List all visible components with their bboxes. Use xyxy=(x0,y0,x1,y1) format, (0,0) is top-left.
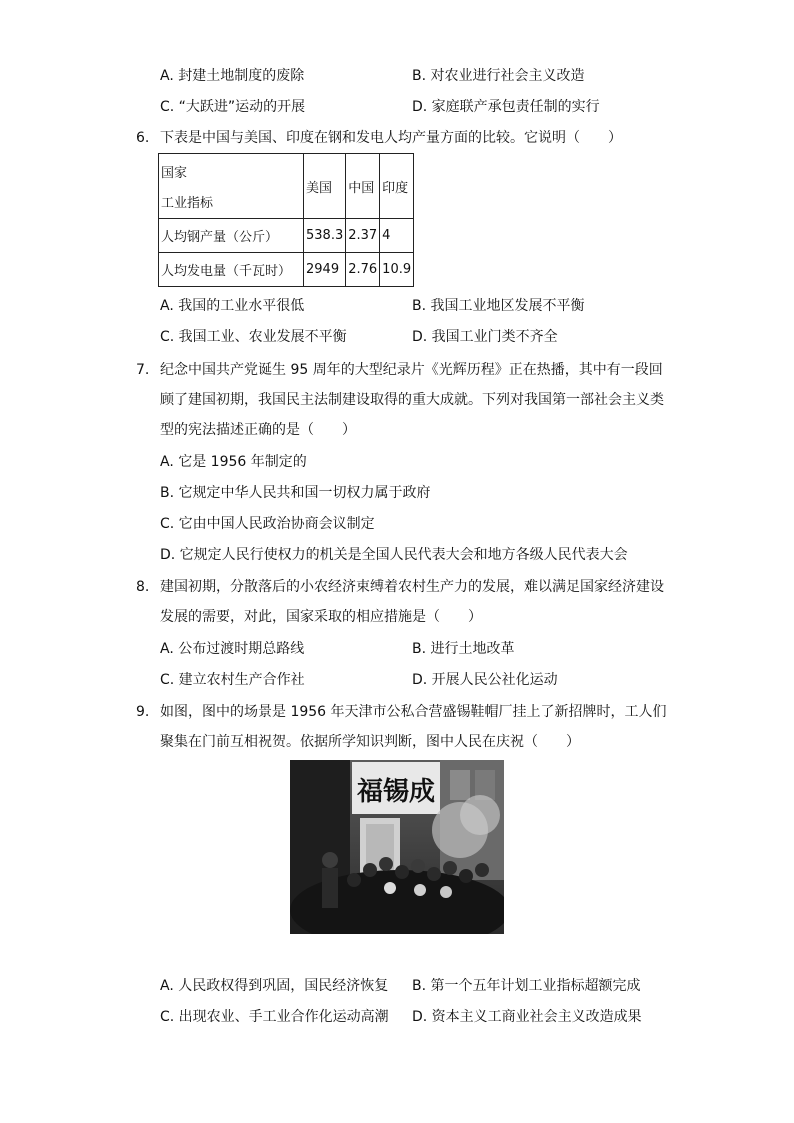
q8-option-c[interactable]: C. 建立农村生产合作社 xyxy=(160,672,305,688)
q7-number: 7. xyxy=(136,362,150,378)
q6-option-d[interactable]: D. 我国工业门类不齐全 xyxy=(412,329,558,345)
table-row xyxy=(159,253,414,287)
cell-steel-china: 2.37 xyxy=(346,219,380,253)
q8-text-line2: 发展的需要，对此，国家采取的相应措施是（ ） xyxy=(160,609,482,625)
photo-sign-text: 福锡成 xyxy=(356,777,436,807)
col-usa: 美国 xyxy=(304,154,346,219)
q9-option-d[interactable]: D. 资本主义工商业社会主义改造成果 xyxy=(412,1009,642,1025)
q9-text-line2: 聚集在门前互相祝贺。依据所学知识判断，图中人民在庆祝（ ） xyxy=(160,734,580,750)
q7-option-c[interactable]: C. 它由中国人民政治协商会议制定 xyxy=(160,516,375,532)
cell-power-usa: 2949 xyxy=(304,253,346,287)
q5-option-a[interactable]: A. 封建土地制度的废除 xyxy=(160,68,305,84)
cell-power-india: 10.9 xyxy=(380,253,414,287)
q8-option-a[interactable]: A. 公布过渡时期总路线 xyxy=(160,641,305,657)
col-india: 印度 xyxy=(380,154,414,219)
q7-text-line2: 顾了建国初期，我国民主法制建设取得的重大成就。下列对我国第一部社会主义类 xyxy=(160,392,664,408)
q5-option-c[interactable]: C. “大跃进”运动的开展 xyxy=(160,99,306,115)
cell-steel-india: 4 xyxy=(380,219,414,253)
q8-option-b[interactable]: B. 进行土地改革 xyxy=(412,641,515,657)
table-row xyxy=(159,219,414,253)
historical-photo xyxy=(290,760,504,934)
photo-illustration xyxy=(290,760,504,934)
q6-option-b[interactable]: B. 我国工业地区发展不平衡 xyxy=(412,298,585,314)
col-china: 中国 xyxy=(346,154,380,219)
header-country: 国家 xyxy=(161,166,188,181)
row-label-power: 人均发电量（千瓦时） xyxy=(159,253,304,287)
q9-option-b[interactable]: B. 第一个五年计划工业指标超额完成 xyxy=(412,978,641,994)
q9-option-c[interactable]: C. 出现农业、手工业合作化运动高潮 xyxy=(160,1009,389,1025)
q9-number: 9. xyxy=(136,704,150,720)
q9-text-line1: 如图，图中的场景是 1956 年天津市公私合营盛锡鞋帽厂挂上了新招牌时，工人们 xyxy=(160,704,667,720)
q6-text: 下表是中国与美国、印度在钢和发电人均产量方面的比较。它说明（ ） xyxy=(160,130,622,146)
q5-option-d[interactable]: D. 家庭联产承包责任制的实行 xyxy=(412,99,600,115)
q6-option-c[interactable]: C. 我国工业、农业发展不平衡 xyxy=(160,329,347,345)
q7-text-line1: 纪念中国共产党诞生 95 周年的大型纪录片《光辉历程》正在热播，其中有一段回 xyxy=(160,362,663,378)
cell-power-china: 2.76 xyxy=(346,253,380,287)
q5-option-b[interactable]: B. 对农业进行社会主义改造 xyxy=(412,68,585,84)
q7-option-b[interactable]: B. 它规定中华人民共和国一切权力属于政府 xyxy=(160,485,431,501)
q7-text-line3: 型的宪法描述正确的是（ ） xyxy=(160,422,356,438)
q8-number: 8. xyxy=(136,579,150,595)
q6-number: 6. xyxy=(136,130,150,146)
q9-option-a[interactable]: A. 人民政权得到巩固，国民经济恢复 xyxy=(160,978,389,994)
row-label-steel: 人均钢产量（公斤） xyxy=(159,219,304,253)
q6-option-a[interactable]: A. 我国的工业水平很低 xyxy=(160,298,305,314)
q8-option-d[interactable]: D. 开展人民公社化运动 xyxy=(412,672,558,688)
header-indicator: 工业指标 xyxy=(161,196,214,211)
q6-comparison-table xyxy=(158,153,414,287)
table-header-corner xyxy=(159,154,304,219)
q7-option-a[interactable]: A. 它是 1956 年制定的 xyxy=(160,454,307,470)
q8-text-line1: 建国初期，分散落后的小农经济束缚着农村生产力的发展，难以满足国家经济建设 xyxy=(160,579,664,595)
cell-steel-usa: 538.3 xyxy=(304,219,346,253)
q7-option-d[interactable]: D. 它规定人民行使权力的机关是全国人民代表大会和地方各级人民代表大会 xyxy=(160,547,628,563)
